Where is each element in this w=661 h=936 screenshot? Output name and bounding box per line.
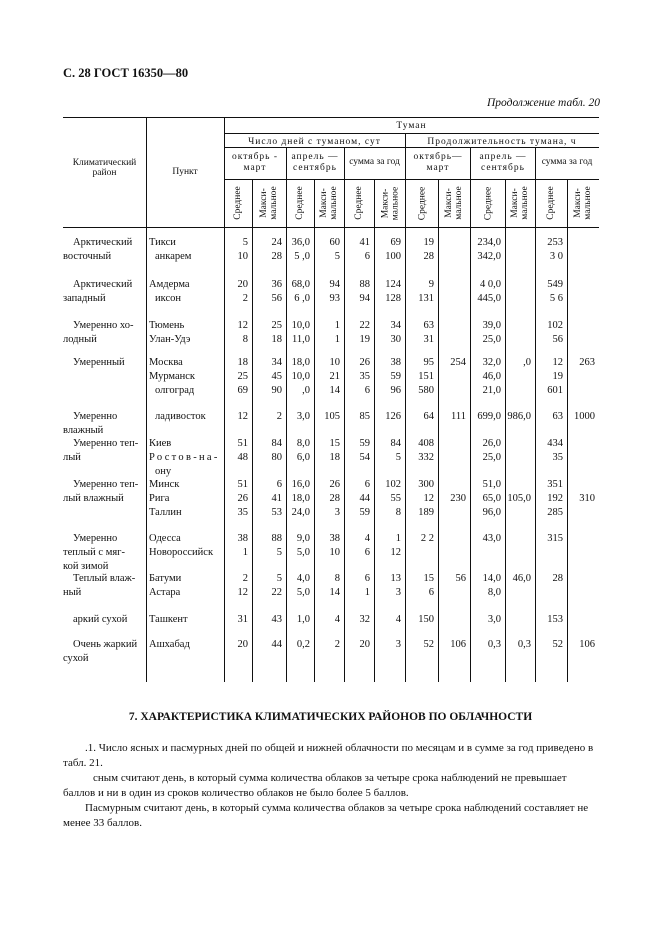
table-cell-value: 21,0 [482,385,501,396]
table-cell-region: кой зимой [63,561,109,572]
table-cell-point: Батуми [149,573,182,584]
table-cell-value: 21 [329,371,340,382]
table-cell-value: 24 [271,237,282,248]
subcol-max-header: Макси- мальное [573,186,593,220]
table-cell-value: 36 [271,279,282,290]
table-cell-value: 3,0 [487,614,501,625]
table-cell-value: 88 [359,279,370,290]
table-cell-value: 10,0 [291,320,310,331]
table-cell-point: Улан-Удэ [149,334,191,345]
table-cell-value: 8,0 [296,438,310,449]
table-cell-value: 150 [418,614,434,625]
table-cell-value: 151 [418,371,434,382]
table-continuation-label: Продолжение табл. 20 [487,97,600,109]
table-cell-value: 601 [547,385,563,396]
table-cell-value: 36,0 [291,237,310,248]
table-cell-value: 12 [237,411,248,422]
table-cell-value: 39,0 [482,320,501,331]
table-cell-value: 45 [271,371,282,382]
table-cell-value: 5 [395,452,401,463]
table-cell-value: 8 [242,334,248,345]
table-cell-value: 332 [418,452,434,463]
table-cell-value: 94 [329,279,340,290]
table-cell-region: сухой [63,653,89,664]
subcol-avg-header: Среднее [354,186,364,220]
table-cell-value: 1 [334,320,340,331]
table-cell-value: 1,0 [296,614,310,625]
table-cell-value: 6 ,0 [294,293,310,304]
table-cell-value: 22 [359,320,370,331]
table-cell-point: Ашхабад [149,639,190,650]
table-cell-value: 65,0 [482,493,501,504]
table-cell-value: 63 [552,411,563,422]
table-cell-value: 6 [364,385,370,396]
subcol-max-header: Макси- мальное [379,186,400,220]
table-cell-value: ,0 [523,357,531,368]
table-cell-value: 263 [579,357,595,368]
table-cell-value: 14,0 [482,573,501,584]
table-cell-value: 351 [547,479,563,490]
table-cell-value: 56 [455,573,466,584]
table-cell-value: 12 [390,547,401,558]
period-header-5: апрель — сентябрь [479,152,527,173]
table-cell-value: 38 [237,533,248,544]
table-cell-value: 2 [242,293,248,304]
table-cell-value: 106 [579,639,595,650]
table-header-bottom-rule [63,227,599,228]
table-cell-point: Тюмень [149,320,185,331]
table-cell-value: 44 [359,493,370,504]
col-climate-header: Климатический район [72,158,137,178]
table-cell-value: 131 [418,293,434,304]
table-cell-value: 1 [395,533,401,544]
table-cell-region: влажный [63,425,104,436]
table-cell-value: 11,0 [292,334,310,345]
table-cell-value: 32,0 [482,357,501,368]
table-cell-value: 6,0 [296,452,310,463]
table-cell-value: 25 [271,320,282,331]
table-cell-value: 85 [359,411,370,422]
table-cell-value: 2 [276,411,282,422]
table-cell-value: 14 [329,587,340,598]
subcol-avg-header: Среднее [482,186,493,220]
table-cell-value: 3 [334,507,340,518]
table-cell-value: 59 [359,438,370,449]
table-cell-value: 59 [390,371,401,382]
section-title: 7. ХАРАКТЕРИСТИКА КЛИМАТИЧЕСКИХ РАЙОНОВ ПО ОБЛАЧНОСТИ [128,711,533,723]
table-cell-value: 5 [276,573,282,584]
col-point-header: Пункт [172,167,198,177]
subcol-max-header: Макси- мальное [444,186,464,220]
table-cell-value: 153 [547,614,563,625]
table-cell-value: 28 [329,493,340,504]
table-cell-value: 6 [428,587,434,598]
table-cell-value: 20 [359,639,370,650]
table-cell-value: 28 [552,573,563,584]
table-top-rule [63,117,599,118]
table-cell-value: 12 [237,587,248,598]
subcol-avg-header: Среднее [546,186,556,220]
table-cell-value: 315 [547,533,563,544]
table-cell-value: 13 [390,573,401,584]
table-cell-value: 102 [547,320,563,331]
table-cell-value: 4 [395,614,401,625]
table-cell-value: 105 [324,411,340,422]
table-cell-value: 31 [237,614,248,625]
table-cell-value: 0,3 [487,639,501,650]
table-cell-region: Умеренно теп- [73,438,139,449]
table-cell-value: 25,0 [482,334,501,345]
table-cell-value: 56 [552,334,563,345]
table-cell-value: 5 ,0 [294,251,310,262]
table-cell-point: Ростов-на- [149,452,220,463]
subcol-max-header: Макси- мальное [510,186,530,220]
table-cell-value: 2 [242,573,248,584]
table-cell-point: Мурманск [149,371,196,382]
table-cell-value: 18 [237,357,248,368]
table-cell-value: 5 [334,251,340,262]
table-cell-value: 19 [552,371,563,382]
table-cell-value: 300 [418,479,434,490]
table-cell-value: 1 [334,334,340,345]
table-cell-value: 64 [423,411,434,422]
table-cell-value: 25,0 [482,452,501,463]
table-cell-value: 88 [271,533,282,544]
table-cell-region: Теплый влаж- [73,573,136,584]
table-cell-value: 18 [271,334,282,345]
table-cell-value: 41 [359,237,370,248]
table-cell-value: 3 0 [549,251,563,262]
table-cell-point: Москва [149,357,183,368]
table-cell-point: Новороссийск [149,547,214,558]
table-cell-value: 5 6 [549,293,563,304]
subgroup-header-days: Число дней с туманом, сут [248,137,381,147]
table-cell-value: 580 [418,385,434,396]
table-cell-value: 18 [329,452,340,463]
table-cell-region: восточный [63,251,112,262]
table-cell-value: 54 [359,452,370,463]
table-cell-value: 253 [547,237,563,248]
table-cell-value: 44 [271,639,282,650]
table-cell-value: 102 [385,479,401,490]
table-cell-value: 8 [395,507,401,518]
table-cell-value: 310 [579,493,595,504]
table-cell-value: 10 [329,547,340,558]
table-cell-value: 434 [547,438,563,449]
table-cell-value: 10 [329,357,340,368]
table-cell-value: 53 [271,507,282,518]
table-cell-value: 408 [418,438,434,449]
table-cell-region: Умеренно [73,411,118,422]
table-cell-value: 285 [547,507,563,518]
table-cell-value: 69 [390,237,401,248]
table-cell-value: 22 [271,587,282,598]
subcol-max-header: Макси- мальное [319,186,339,220]
table-cell-value: 84 [390,438,401,449]
table-cell-value: 100 [385,251,401,262]
table-cell-value: 6 [364,251,370,262]
table-cell-region: лодный [63,334,97,345]
table-cell-value: 95 [423,357,434,368]
table-cell-region: аркий сухой [73,614,128,625]
table-cell-value: 52 [423,639,434,650]
table-cell-value: 8 [334,573,340,584]
table-cell-value: 3 [395,587,401,598]
table-cell-value: 0,3 [517,639,531,650]
group-header-fog: Туман [396,121,427,131]
table-cell-point: Таллин [149,507,182,518]
table-cell-value: 35 [552,452,563,463]
table-cell-region: западный [63,293,106,304]
table-cell-value: 34 [390,320,401,331]
table-cell-value: 18,0 [291,357,310,368]
table-cell-value: 34 [271,357,282,368]
table-cell-region: Очень жаркий [73,639,138,650]
table-cell-value: 63 [423,320,434,331]
table-cell-value: 10 [237,251,248,262]
table-cell-point: Рига [149,493,170,504]
table-cell-value: 15 [329,438,340,449]
table-cell-point: Одесса [149,533,181,544]
table-cell-region: Умеренно [73,533,118,544]
subcol-avg-header: Среднее [233,186,243,220]
table-cell-value: 124 [385,279,401,290]
table-cell-region: Арктический [73,279,133,290]
table-cell-value: 19 [359,334,370,345]
table-cell-value: 6 [364,573,370,584]
table-cell-region: лый влажный [63,493,124,504]
paragraph-2: сным считают день, в который сумма количества облаков за четыре срока наблюдений не превышает баллов и ни в один из сроков количество облаков не было более 5 баллов. [63,772,567,799]
table-cell-value: 26,0 [482,438,501,449]
table-cell-point: анкарем [155,251,192,262]
table-cell-value: 3,0 [296,411,310,422]
table-cell-point: олгоград [155,385,195,396]
table-cell-value: 30 [390,334,401,345]
table-cell-region: Умеренно теп- [73,479,139,490]
table-cell-value: 3 [395,639,401,650]
table-cell-value: 549 [547,279,563,290]
table-cell-value: 4 [364,533,370,544]
table-cell-value: 35 [237,507,248,518]
table-cell-region: теплый с мяг- [63,547,125,558]
table-cell-value: 12 [552,357,563,368]
table-cell-region: ный [63,587,82,598]
table-cell-value: 192 [547,493,563,504]
table-cell-value: 51 [237,438,248,449]
table-cell-value: 52 [552,639,563,650]
table-cell-value: 4 [334,614,340,625]
table-cell-value: 20 [237,639,248,650]
table-cell-value: 43 [271,614,282,625]
table-cell-value: 6 [364,547,370,558]
table-cell-value: 15 [423,573,434,584]
table-cell-value: 230 [450,493,466,504]
table-cell-value: 106 [450,639,466,650]
period-header-1: октябрь - март [231,152,279,173]
table-cell-value: 46,0 [512,573,531,584]
table-cell-value: 51,0 [482,479,501,490]
table-cell-region: Арктический [73,237,133,248]
table-cell-value: 69 [237,385,248,396]
table-cell-value: 28 [423,251,434,262]
page-header: С. 28 ГОСТ 16350—80 [63,66,189,80]
table-cell-value: 126 [385,411,401,422]
table-cell-value: 56 [271,293,282,304]
table-cell-value: 26 [329,479,340,490]
table-cell-value: 18,0 [291,493,310,504]
table-cell-value: 12 [423,493,434,504]
table-cell-value: 6 [276,479,282,490]
table-cell-value: 342,0 [477,251,501,262]
table-cell-point: иксон [155,293,181,304]
table-cell-value: 25 [237,371,248,382]
paragraph-1: .1. Число ясных и пасмурных дней по общей и нижней облачности по месяцам и в сумме за год приведено в табл. 21. [63,742,594,769]
table-cell-value: 5 [276,547,282,558]
table-cell-value: 28 [271,251,282,262]
table-cell-point: Минск [149,479,180,490]
table-cell-value: 60 [329,237,340,248]
table-cell-value: 105,0 [507,493,531,504]
table-cell-point: Тикси [149,237,176,248]
table-cell-value: 90 [271,385,282,396]
table-cell-value: 1 [364,587,370,598]
table-cell-point: Астара [149,587,181,598]
table-cell-value: 38 [390,357,401,368]
table-cell-value: 5,0 [296,547,310,558]
table-cell-value: 20 [237,279,248,290]
table-cell-value: 32 [359,614,370,625]
table-cell-value: 2 2 [420,533,434,544]
table-cell-value: 1000 [574,411,595,422]
table-cell-value: 5,0 [296,587,310,598]
table-cell-value: 41 [271,493,282,504]
table-cell-point: Ташкент [149,614,188,625]
table-cell-value: 9,0 [296,533,310,544]
table-cell-value: 4 0,0 [480,279,501,290]
subcol-max-header: Макси- мальное [259,186,279,220]
table-cell-value: 35 [359,371,370,382]
table-cell-value: 445,0 [477,293,501,304]
table-cell-value: 24,0 [291,507,310,518]
table-cell-value: 111 [451,411,466,422]
period-header-4: октябрь— март [413,152,463,173]
table-cell-value: 94 [359,293,370,304]
table-cell-value: 26 [237,493,248,504]
table-cell-value: 43,0 [482,533,501,544]
subcol-avg-header: Среднее [295,186,305,220]
table-cell-region: лый [63,452,81,463]
table-cell-value: 189 [418,507,434,518]
period-header-3: сумма за год [349,157,400,167]
table-cell-point: Киев [149,438,172,449]
table-cell-value: 93 [329,293,340,304]
table-cell-value: 46,0 [482,371,501,382]
table-cell-point: Амдерма [149,279,190,290]
table-cell-value: 96,0 [482,507,501,518]
table-cell-value: 12 [237,320,248,331]
table-cell-region: Умеренный [73,357,125,368]
table-cell-value: 6 [364,479,370,490]
table-cell-value: 986,0 [507,411,531,422]
table-cell-region: Умеренно хо- [73,320,134,331]
table-cell-value: 0,2 [296,639,310,650]
table-cell-value: 55 [390,493,401,504]
table-cell-value: 4,0 [296,573,310,584]
table-cell-point: ладивосток [155,411,206,422]
table-cell-value: 26 [359,357,370,368]
table-cell-value: 80 [271,452,282,463]
table-cell-value: 254 [450,357,466,368]
table-cell-value: 19 [423,237,434,248]
table-cell-value: 51 [237,479,248,490]
table-cell-value: 10,0 [291,371,310,382]
table-cell-value: ,0 [302,385,310,396]
table-cell-value: 14 [329,385,340,396]
period-header-2: апрель — сентябрь [291,152,339,173]
table-cell-value: 96 [390,385,401,396]
table-cell-value: 8,0 [487,587,501,598]
group-rule [224,133,599,134]
table-cell-value: 68,0 [291,279,310,290]
paragraph-3: Пасмурным считают день, в который сумма количества облаков за четыре срока наблюдений составляет не менее 33 баллов. [63,802,589,829]
table-cell-value: 699,0 [477,411,501,422]
table-cell-value: 2 [334,639,340,650]
table-cell-value: 1 [242,547,248,558]
table-cell-value: 48 [237,452,248,463]
table-cell-value: 9 [428,279,434,290]
table-cell-value: 84 [271,438,282,449]
table-cell-value: 38 [329,533,340,544]
table-cell-value: 5 [242,237,248,248]
table-cell-value: 234,0 [477,237,501,248]
table-cell-point: ону [155,466,172,477]
subgroup-header-duration: Продолжительность тумана, ч [427,137,577,147]
table-cell-value: 31 [423,334,434,345]
table-cell-value: 16,0 [291,479,310,490]
period-header-6: сумма за год [541,157,593,167]
table-cell-value: 59 [359,507,370,518]
table-cell-value: 128 [385,293,401,304]
subcol-avg-header: Среднее [416,186,427,220]
